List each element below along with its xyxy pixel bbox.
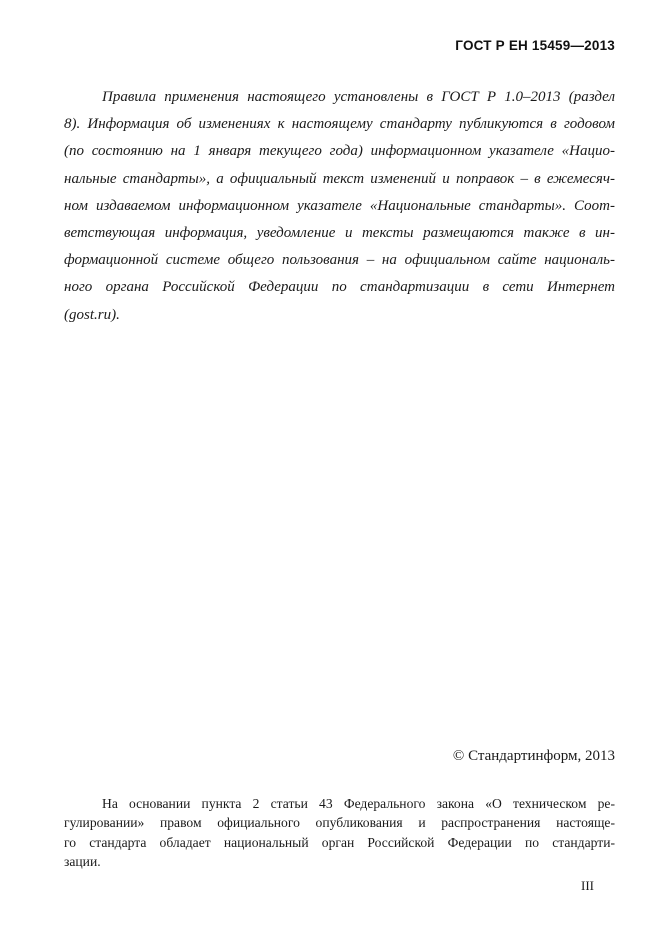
intro-line: ном издаваемом информационном указателе «Национальные стандарты». Соот- xyxy=(64,197,615,214)
intro-paragraph xyxy=(64,84,615,329)
page-number: III xyxy=(581,878,594,893)
document-code: ГОСТ Р ЕН 15459—2013 xyxy=(455,38,615,53)
intro-line: ветствующая информация, уведомление и тексты размещаются также в ин- xyxy=(64,225,615,242)
legal-line: го стандарта обладает национальный орган Российской Федерации по стандарти- xyxy=(64,834,615,850)
legal-line: На основании пункта 2 статьи 43 Федерального закона «О техническом ре- xyxy=(102,796,615,811)
legal-line: зации. xyxy=(64,854,101,870)
legal-notice xyxy=(64,794,615,872)
intro-line: (gost.ru). xyxy=(64,306,120,323)
intro-line: ного органа Российской Федерации по стандартизации в сети Интернет xyxy=(64,279,615,296)
intro-line: нальные стандарты», а официальный текст изменений и поправок – в ежемесяч- xyxy=(64,170,615,187)
copyright-notice: © Стандартинформ, 2013 xyxy=(452,748,615,764)
intro-line: Правила применения настоящего установлены в ГОСТ Р 1.0–2013 (раздел xyxy=(102,89,615,105)
intro-line: формационной системе общего пользования – на официальном сайте националь- xyxy=(64,252,615,269)
intro-line: (по состоянию на 1 января текущего года) информационном указателе «Нацио- xyxy=(64,143,615,160)
legal-line: гулировании» правом официального опубликования и распространения настояще- xyxy=(64,815,615,831)
intro-line: 8). Информация об изменениях к настоящему стандарту публикуются в годовом xyxy=(64,116,615,133)
